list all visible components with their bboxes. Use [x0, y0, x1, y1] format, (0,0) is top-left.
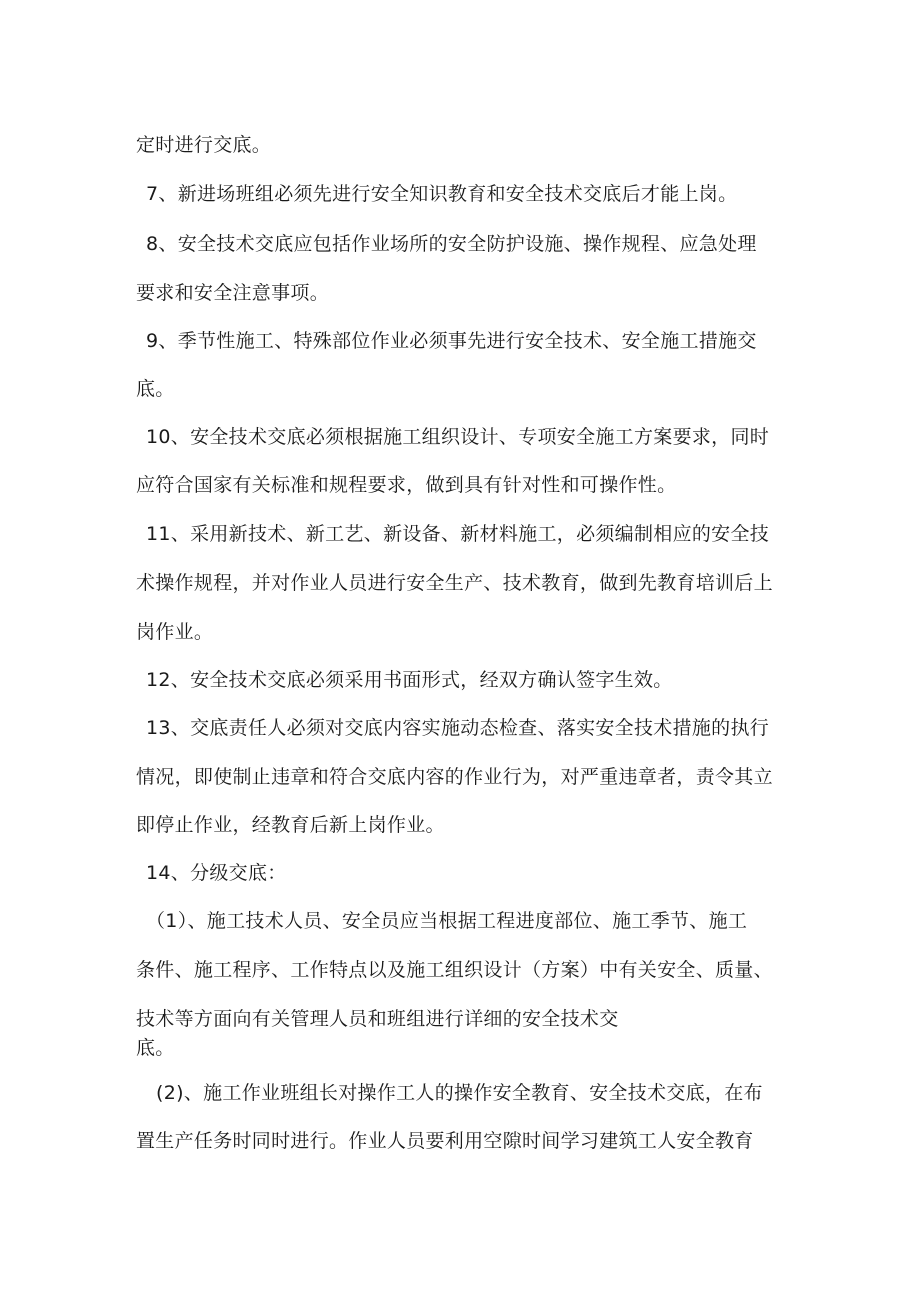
text-line: 11、采用新技术、新工艺、新设备、新材料施工，必须编制相应的安全技 [146, 523, 770, 545]
text-line: 底。 [136, 1037, 175, 1059]
text-line: 岗作业。 [136, 621, 214, 643]
text-line: 13、交底责任人必须对交底内容实施动态检查、落实安全技术措施的执行 [146, 717, 770, 739]
text-line: 要求和安全注意事项。 [136, 282, 330, 304]
text-line: （1）、施工技术人员、安全员应当根据工程进度部位、施工季节、施工 [146, 910, 748, 932]
text-line: 即停止作业，经教育后新上岗作业。 [136, 814, 445, 836]
text-line: 12、安全技术交底必须采用书面形式，经双方确认签字生效。 [146, 669, 673, 691]
text-line: (2)、施工作业班组长对操作工人的操作安全教育、安全技术交底，在布 [156, 1082, 763, 1104]
text-line: 条件、施工程序、工作特点以及施工组织设计（方案）中有关安全、质量、 [136, 959, 773, 981]
text-line: 置生产任务时同时进行。作业人员要利用空隙时间学习建筑工人安全教育 [136, 1130, 754, 1152]
text-line: 应符合国家有关标准和规程要求，做到具有针对性和可操作性。 [136, 474, 677, 496]
text-line: 底。 [136, 378, 175, 400]
text-line: 术操作规程，并对作业人员进行安全生产、技术教育，做到先教育培训后上 [136, 572, 773, 594]
text-line: 9、季节性施工、特殊部位作业必须事先进行安全技术、安全施工措施交 [146, 330, 757, 352]
text-line: 7、新进场班组必须先进行安全知识教育和安全技术交底后才能上岗。 [146, 183, 738, 205]
text-line: 定时进行交底。 [136, 134, 272, 156]
text-line: 14、分级交底： [146, 862, 287, 884]
text-line: 情况，即使制止违章和符合交底内容的作业行为，对严重违章者，责令其立 [136, 766, 773, 788]
text-line: 技术等方面向有关管理人员和班组进行详细的安全技术交 [136, 1008, 619, 1030]
text-line: 8、安全技术交底应包括作业场所的安全防护设施、操作规程、应急处理 [146, 233, 757, 255]
text-line: 10、安全技术交底必须根据施工组织设计、专项安全施工方案要求，同时 [146, 426, 770, 448]
